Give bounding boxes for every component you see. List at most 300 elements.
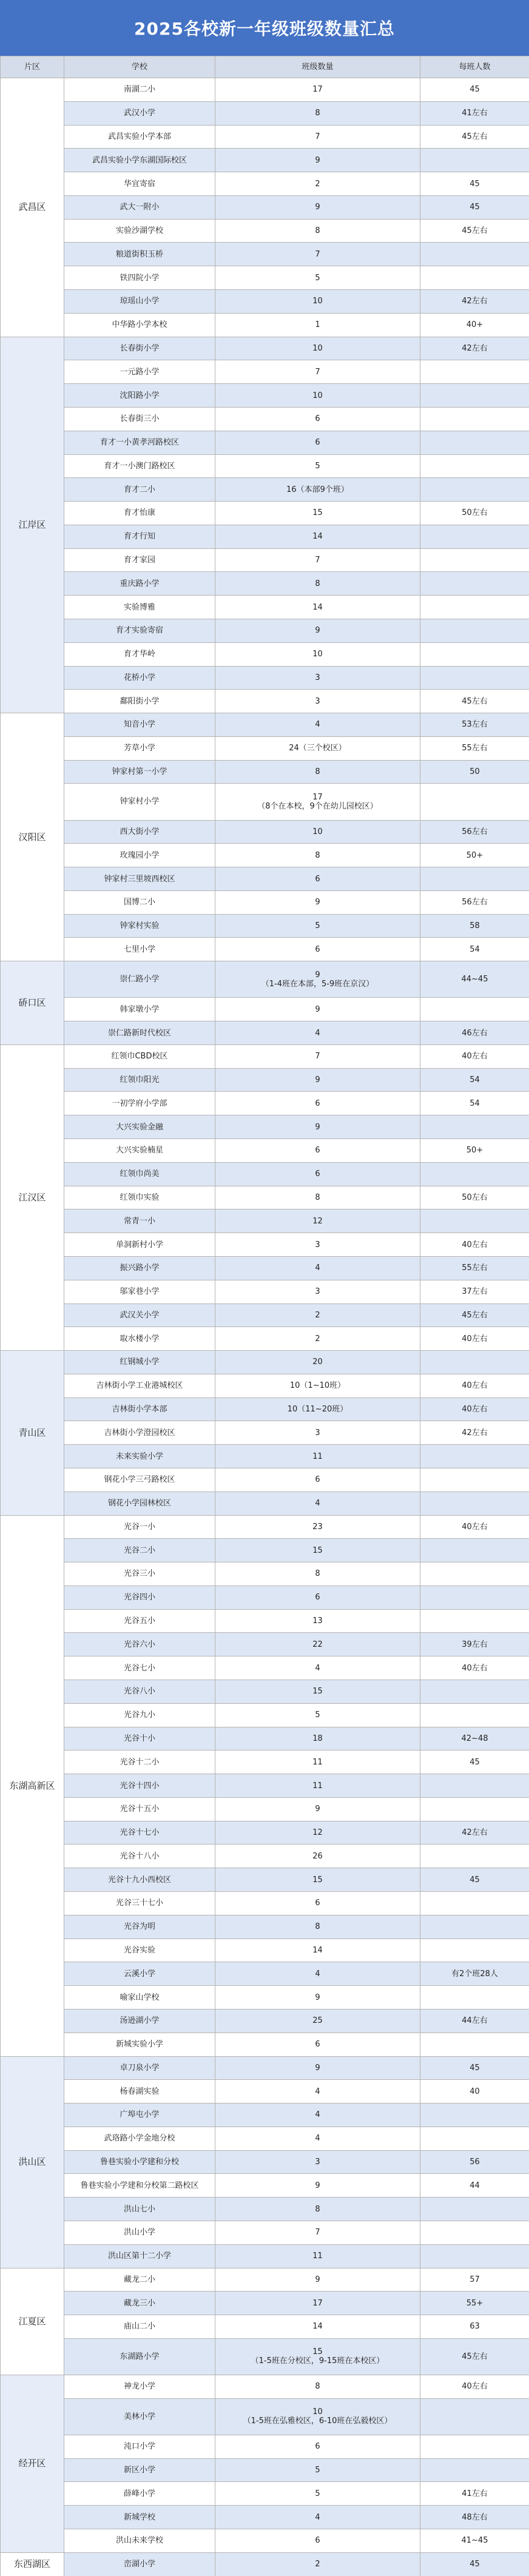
school-name-cell: 未来实验小学 <box>64 1445 215 1468</box>
class-count-cell: 6 <box>215 431 420 454</box>
table-row <box>1 2506 529 2529</box>
table-row <box>1 890 529 914</box>
class-size-cell: 44~45 <box>420 961 529 998</box>
table-row <box>1 998 529 1021</box>
class-size-cell: 42左右 <box>420 1421 529 1445</box>
school-name-cell: 武珞路小学金地分校 <box>64 2127 215 2150</box>
class-count-cell: 3 <box>215 666 420 690</box>
class-size-cell: 56 <box>420 2150 529 2174</box>
table-row <box>1 736 529 760</box>
school-name-cell: 长春街小学 <box>64 337 215 360</box>
table-row <box>1 195 529 219</box>
table-row <box>1 1092 529 1115</box>
table-row <box>1 525 529 548</box>
class-count-cell: 8 <box>215 1186 420 1209</box>
class-size-cell: 45左右 <box>420 219 529 243</box>
table-row <box>1 1115 529 1139</box>
table-row <box>1 266 529 290</box>
class-count-cell: 7 <box>215 243 420 266</box>
school-name-cell: 峦湖小学 <box>64 2552 215 2576</box>
class-size-cell <box>420 2198 529 2221</box>
table-row <box>1 78 529 102</box>
table-row <box>1 961 529 998</box>
school-name-cell: 光谷十四小 <box>64 1774 215 1798</box>
class-count-cell: 11 <box>215 1774 420 1798</box>
table-row <box>1 1986 529 2009</box>
table-row <box>1 548 529 572</box>
header-school: 学校 <box>64 56 215 78</box>
table-row <box>1 2033 529 2056</box>
class-size-cell <box>420 1468 529 1491</box>
class-size-cell <box>420 525 529 548</box>
header-class-size: 每班人数 <box>420 56 529 78</box>
school-name-cell: 钟家村第一小学 <box>64 760 215 784</box>
table-row <box>1 1727 529 1750</box>
class-size-cell: 40左右 <box>420 1397 529 1421</box>
class-size-cell: 42~48 <box>420 1727 529 1750</box>
district-cell: 硚口区 <box>1 961 64 1045</box>
table-row <box>1 360 529 384</box>
class-count-cell: 7 <box>215 548 420 572</box>
table-row <box>1 384 529 408</box>
school-name-cell: 武汉小学 <box>64 101 215 125</box>
table-row <box>1 2398 529 2435</box>
class-count-cell: 11 <box>215 2244 420 2268</box>
table-header-row <box>1 56 529 78</box>
district-group <box>1 1044 529 1350</box>
table-row <box>1 1656 529 1680</box>
table-row <box>1 2529 529 2553</box>
class-size-cell: 45左右 <box>420 2338 529 2375</box>
class-size-cell: 42左右 <box>420 290 529 314</box>
class-size-cell: 45左右 <box>420 1303 529 1327</box>
class-count-cell: 17 （8个在本校，9个在幼儿园校区） <box>215 784 420 820</box>
class-size-cell <box>420 2435 529 2458</box>
class-count-cell: 9 <box>215 1797 420 1821</box>
table-row <box>1 1421 529 1445</box>
table-row <box>1 1892 529 1915</box>
class-count-cell: 8 <box>215 844 420 867</box>
district-group <box>1 78 529 337</box>
district-cell: 武昌区 <box>1 78 64 337</box>
table-row <box>1 1139 529 1163</box>
class-count-cell: 7 <box>215 125 420 149</box>
table-row <box>1 1774 529 1798</box>
school-name-cell: 东湖路小学 <box>64 2338 215 2375</box>
school-name-cell: 洪山小学 <box>64 2221 215 2244</box>
class-count-cell: 15 （1-5班在分校区，9-15班在本校区） <box>215 2338 420 2375</box>
school-name-cell: 神龙小学 <box>64 2375 215 2398</box>
class-count-cell: 6 <box>215 938 420 961</box>
class-count-cell: 7 <box>215 360 420 384</box>
table-row <box>1 760 529 784</box>
table-row <box>1 1515 529 1539</box>
table-row <box>1 1797 529 1821</box>
class-size-cell: 40左右 <box>420 1656 529 1680</box>
class-count-cell: 6 <box>215 1139 420 1163</box>
class-size-cell <box>420 2104 529 2127</box>
class-count-cell: 9 <box>215 195 420 219</box>
class-count-cell: 8 <box>215 1562 420 1586</box>
table-row <box>1 2009 529 2033</box>
class-size-cell: 40+ <box>420 313 529 337</box>
school-name-cell: 广埠屯小学 <box>64 2104 215 2127</box>
table-row <box>1 1845 529 1868</box>
table-row <box>1 2056 529 2080</box>
district-group <box>1 337 529 713</box>
class-size-cell: 45 <box>420 1868 529 1892</box>
table-row <box>1 844 529 867</box>
school-name-cell: 实验博雅 <box>64 596 215 619</box>
class-size-cell <box>420 596 529 619</box>
class-count-cell: 4 <box>215 2506 420 2529</box>
table-row <box>1 867 529 891</box>
class-size-cell <box>420 384 529 408</box>
school-name-cell: 光谷十小 <box>64 1727 215 1750</box>
class-count-cell: 2 <box>215 2552 420 2576</box>
table-row <box>1 1939 529 1962</box>
class-count-cell: 14 <box>215 525 420 548</box>
table-row <box>1 2375 529 2398</box>
class-size-cell: 有2个班28人 <box>420 1962 529 1986</box>
class-count-cell: 9 <box>215 1068 420 1092</box>
class-count-cell: 2 <box>215 1303 420 1327</box>
class-size-cell: 55左右 <box>420 736 529 760</box>
class-count-cell: 20 <box>215 1351 420 1374</box>
table-row <box>1 1539 529 1562</box>
school-name-cell: 常青一小 <box>64 1209 215 1233</box>
school-name-cell: 单洞新村小学 <box>64 1233 215 1257</box>
class-size-cell: 45 <box>420 1750 529 1774</box>
school-name-cell: 藏龙三小 <box>64 2292 215 2315</box>
table-row <box>1 1680 529 1704</box>
table-row <box>1 2435 529 2458</box>
class-count-cell: 8 <box>215 2198 420 2221</box>
class-size-cell: 45 <box>420 78 529 102</box>
table-row <box>1 1868 529 1892</box>
class-size-cell <box>420 867 529 891</box>
class-count-cell: 5 <box>215 2482 420 2506</box>
school-name-cell: 钢花小学园林校区 <box>64 1491 215 1515</box>
table-row <box>1 820 529 844</box>
school-name-cell: 汤逊湖小学 <box>64 2009 215 2033</box>
table-row <box>1 1915 529 1939</box>
school-name-cell: 光谷十九小西校区 <box>64 1868 215 1892</box>
table-row <box>1 1044 529 1068</box>
school-name-cell: 育才行知 <box>64 525 215 548</box>
class-count-cell: 9 <box>215 149 420 172</box>
class-size-cell <box>420 454 529 478</box>
table-row <box>1 149 529 172</box>
class-count-cell: 4 <box>215 2104 420 2127</box>
class-size-cell <box>420 2127 529 2150</box>
class-size-cell <box>420 642 529 666</box>
class-count-cell: 5 <box>215 914 420 938</box>
class-size-cell: 50+ <box>420 844 529 867</box>
table-row <box>1 1021 529 1045</box>
school-name-cell: 花桥小学 <box>64 666 215 690</box>
table-row <box>1 1445 529 1468</box>
class-count-cell: 9 <box>215 1986 420 2009</box>
school-name-cell: 光谷十七小 <box>64 1821 215 1845</box>
class-size-cell: 50+ <box>420 1139 529 1163</box>
table-row <box>1 713 529 737</box>
table-row <box>1 1586 529 1609</box>
class-count-cell: 6 <box>215 1468 420 1491</box>
table-row <box>1 1633 529 1656</box>
class-size-cell <box>420 1162 529 1186</box>
district-cell: 东湖高新区 <box>1 1515 64 2056</box>
school-name-cell: 光谷十八小 <box>64 1845 215 1868</box>
school-name-cell: 光谷八小 <box>64 1680 215 1704</box>
class-size-cell <box>420 360 529 384</box>
school-name-cell: 芳草小学 <box>64 736 215 760</box>
table-row <box>1 1609 529 1633</box>
class-count-cell: 2 <box>215 1327 420 1351</box>
class-size-cell <box>420 2398 529 2435</box>
class-size-cell <box>420 2458 529 2482</box>
table-row <box>1 2482 529 2506</box>
class-size-cell <box>420 548 529 572</box>
class-count-cell: 4 <box>215 2127 420 2150</box>
class-count-cell: 6 <box>215 1892 420 1915</box>
class-size-cell <box>420 2033 529 2056</box>
class-count-cell: 4 <box>215 1962 420 1986</box>
table-row <box>1 478 529 502</box>
school-name-cell: 洪山未来学校 <box>64 2529 215 2553</box>
class-size-cell <box>420 619 529 642</box>
table-row <box>1 219 529 243</box>
class-count-cell: 3 <box>215 2150 420 2174</box>
class-size-cell <box>420 1680 529 1704</box>
class-size-cell: 40 <box>420 2080 529 2104</box>
class-size-cell: 41左右 <box>420 101 529 125</box>
class-count-cell: 5 <box>215 454 420 478</box>
school-name-cell: 粮道街积玉桥 <box>64 243 215 266</box>
class-size-cell: 42左右 <box>420 1821 529 1845</box>
school-name-cell: 韩家墩小学 <box>64 998 215 1021</box>
class-size-cell <box>420 1986 529 2009</box>
class-count-cell: 9 <box>215 1115 420 1139</box>
class-count-cell: 16（本部9个班） <box>215 478 420 502</box>
header-class-count: 班级数量 <box>215 56 420 78</box>
school-name-cell: 红钢城小学 <box>64 1351 215 1374</box>
school-name-cell: 光谷一小 <box>64 1515 215 1539</box>
class-size-cell <box>420 1209 529 1233</box>
table-row <box>1 642 529 666</box>
table-row <box>1 2315 529 2339</box>
school-name-cell: 红领巾尚美 <box>64 1162 215 1186</box>
class-size-cell: 45 <box>420 195 529 219</box>
district-cell: 汉阳区 <box>1 713 64 961</box>
class-count-cell: 11 <box>215 1445 420 1468</box>
table-row <box>1 431 529 454</box>
school-name-cell: 武昌实验小学东湖国际校区 <box>64 149 215 172</box>
table-row <box>1 619 529 642</box>
school-name-cell: 钟家村实验 <box>64 914 215 938</box>
class-size-cell: 55左右 <box>420 1256 529 1280</box>
class-size-cell <box>420 784 529 820</box>
class-count-cell: 4 <box>215 1021 420 1045</box>
table-row <box>1 1327 529 1351</box>
class-size-cell: 56左右 <box>420 890 529 914</box>
class-size-cell: 42左右 <box>420 337 529 360</box>
table-row <box>1 572 529 596</box>
class-count-cell: 26 <box>215 1845 420 1868</box>
school-name-cell: 一初学府小学部 <box>64 1092 215 1115</box>
class-count-cell: 7 <box>215 1044 420 1068</box>
class-size-cell: 45 <box>420 172 529 196</box>
class-count-cell: 4 <box>215 713 420 737</box>
class-count-cell: 15 <box>215 1539 420 1562</box>
class-size-cell <box>420 998 529 1021</box>
class-count-cell: 8 <box>215 101 420 125</box>
table-row <box>1 1068 529 1092</box>
school-name-cell: 光谷三十七小 <box>64 1892 215 1915</box>
school-name-cell: 鄱阳街小学 <box>64 690 215 713</box>
class-size-cell: 44 <box>420 2174 529 2198</box>
table-row <box>1 337 529 360</box>
class-count-cell: 6 <box>215 407 420 431</box>
class-size-cell: 54 <box>420 1068 529 1092</box>
district-cell: 经开区 <box>1 2375 64 2552</box>
class-count-cell: 9 <box>215 890 420 914</box>
class-count-cell: 15 <box>215 1680 420 1704</box>
table-row <box>1 1303 529 1327</box>
school-name-cell: 云溪小学 <box>64 1962 215 1986</box>
class-size-cell <box>420 1491 529 1515</box>
class-size-cell: 46左右 <box>420 1021 529 1045</box>
school-name-cell: 沌口小学 <box>64 2435 215 2458</box>
school-name-cell: 玫瑰园小学 <box>64 844 215 867</box>
class-count-cell: 6 <box>215 1586 420 1609</box>
class-count-cell: 9 <box>215 2174 420 2198</box>
class-count-cell: 6 <box>215 1162 420 1186</box>
class-count-cell: 3 <box>215 690 420 713</box>
class-count-cell: 4 <box>215 1256 420 1280</box>
class-size-cell: 50 <box>420 760 529 784</box>
school-name-cell: 吉林街小学工业港城校区 <box>64 1374 215 1397</box>
school-name-cell: 铁四院小学 <box>64 266 215 290</box>
school-name-cell: 鲁巷实验小学建和分校第二路校区 <box>64 2174 215 2198</box>
school-name-cell: 藏龙二小 <box>64 2268 215 2292</box>
school-name-cell: 光谷为明 <box>64 1915 215 1939</box>
school-name-cell: 钟家村小学 <box>64 784 215 820</box>
school-name-cell: 重庆路小学 <box>64 572 215 596</box>
school-name-cell: 育才一小澳门路校区 <box>64 454 215 478</box>
district-group <box>1 1351 529 1515</box>
school-name-cell: 吉林街小学澄园校区 <box>64 1421 215 1445</box>
class-count-cell: 6 <box>215 1092 420 1115</box>
school-name-cell: 武昌实验小学本部 <box>64 125 215 149</box>
class-count-cell: 4 <box>215 1656 420 1680</box>
class-size-cell: 54 <box>420 1092 529 1115</box>
class-size-cell <box>420 666 529 690</box>
school-name-cell: 红领巾实验 <box>64 1186 215 1209</box>
table-row <box>1 1209 529 1233</box>
class-count-cell: 9 <box>215 619 420 642</box>
table-row <box>1 407 529 431</box>
school-name-cell: 大兴实验楠星 <box>64 1139 215 1163</box>
school-name-cell: 红领巾CBD校区 <box>64 1044 215 1068</box>
district-cell: 青山区 <box>1 1351 64 1515</box>
class-count-cell: 24（三个校区） <box>215 736 420 760</box>
class-size-cell: 40左右 <box>420 1233 529 1257</box>
district-group <box>1 2552 529 2576</box>
table-row <box>1 2221 529 2244</box>
table-row <box>1 938 529 961</box>
school-name-cell: 光谷实验 <box>64 1939 215 1962</box>
class-count-cell: 8 <box>215 219 420 243</box>
school-name-cell: 新城学校 <box>64 2506 215 2529</box>
school-name-cell: 美林小学 <box>64 2398 215 2435</box>
class-count-cell: 6 <box>215 867 420 891</box>
school-name-cell: 光谷二小 <box>64 1539 215 1562</box>
class-count-cell: 8 <box>215 1915 420 1939</box>
table-row <box>1 2552 529 2576</box>
table-row <box>1 101 529 125</box>
school-name-cell: 钢花小学三弓路校区 <box>64 1468 215 1491</box>
class-count-cell: 6 <box>215 2435 420 2458</box>
table-row <box>1 666 529 690</box>
school-name-cell: 光谷十二小 <box>64 1750 215 1774</box>
class-size-cell: 55+ <box>420 2292 529 2315</box>
school-name-cell: 鲁巷实验小学建和分校 <box>64 2150 215 2174</box>
class-count-cell: 25 <box>215 2009 420 2033</box>
school-name-cell: 邬家巷小学 <box>64 1280 215 1303</box>
class-size-cell <box>420 572 529 596</box>
table-row <box>1 2198 529 2221</box>
school-name-cell: 光谷六小 <box>64 1633 215 1656</box>
class-size-cell: 40左右 <box>420 1327 529 1351</box>
class-count-cell: 10 <box>215 820 420 844</box>
school-name-cell: 七里小学 <box>64 938 215 961</box>
school-name-cell: 长春街三小 <box>64 407 215 431</box>
class-count-cell: 9 <box>215 2268 420 2292</box>
table-row <box>1 243 529 266</box>
table-row <box>1 1397 529 1421</box>
school-name-cell: 南湖二小 <box>64 78 215 102</box>
table-row <box>1 172 529 196</box>
class-count-cell: 14 <box>215 596 420 619</box>
school-name-cell: 光谷十五小 <box>64 1797 215 1821</box>
table-row <box>1 1962 529 1986</box>
school-name-cell: 薛峰小学 <box>64 2482 215 2506</box>
class-count-cell: 5 <box>215 1703 420 1727</box>
class-count-cell: 10 <box>215 290 420 314</box>
table-row <box>1 784 529 820</box>
class-size-cell: 54 <box>420 938 529 961</box>
class-size-cell: 40左右 <box>420 1044 529 1068</box>
class-count-cell: 14 <box>215 2315 420 2339</box>
table-row <box>1 313 529 337</box>
table-row <box>1 1280 529 1303</box>
class-count-cell: 10 <box>215 642 420 666</box>
table-row <box>1 1374 529 1397</box>
class-count-cell: 10（1~10班） <box>215 1374 420 1397</box>
school-name-cell: 新城实验小学 <box>64 2033 215 2056</box>
table-row <box>1 1186 529 1209</box>
table-row <box>1 2127 529 2150</box>
table-row <box>1 1703 529 1727</box>
title-banner <box>0 0 529 56</box>
class-count-cell: 14 <box>215 1939 420 1962</box>
school-name-cell: 崇仁路新时代校区 <box>64 1021 215 1045</box>
table-row <box>1 1491 529 1515</box>
class-size-cell <box>420 2244 529 2268</box>
school-name-cell: 光谷三小 <box>64 1562 215 1586</box>
class-size-cell <box>420 266 529 290</box>
